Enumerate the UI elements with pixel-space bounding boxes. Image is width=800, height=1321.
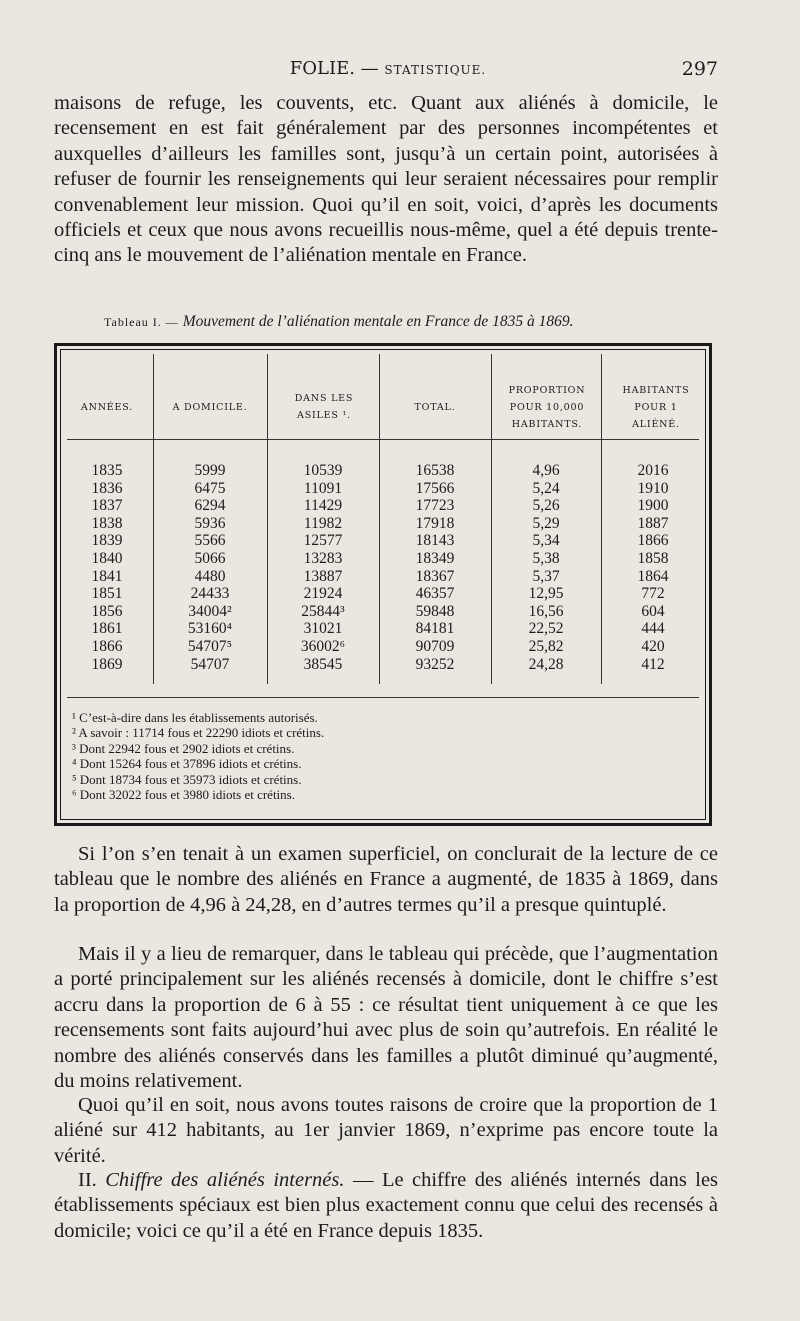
cell-asylums: 31021 — [303, 620, 343, 638]
intro-paragraph: maisons de refuge, les couvents, etc. Quant aux aliénés à domicile, le recensement en est fait généralement par des personnes incompétentes et auxquelles d’ailleurs les familles sont, jusqu’à un certain point, autorisées à refuser de fournir les renseignements qui leur seraient nécessaires pour remplir convenablement leur mission. Quoi qu’il en soit, voici, d’après les documents officiels et ceux que nous avons recueillis nous-même, quel a été depuis trente-cinq ans le mouvement de l’aliénation mentale en France. — [54, 92, 718, 267]
cell-asylums: 21924 — [303, 585, 343, 603]
cell-home: 53160⁴ — [187, 620, 233, 638]
footnote: ² A savoir : 11714 fous et 22290 idiots et crétins. — [72, 725, 325, 741]
cell-year: 1836 — [91, 479, 123, 497]
cell-inhabitants: 1864 — [637, 567, 669, 585]
cell-total: 18367 — [415, 567, 455, 585]
cell-proportion: 12,95 — [528, 585, 564, 603]
cell-year: 1841 — [91, 567, 123, 585]
running-header — [56, 58, 720, 82]
cell-year: 1840 — [91, 550, 123, 567]
col-header-years: ANNÉES. — [80, 401, 134, 413]
footnote-rule — [67, 697, 699, 698]
cell-home: 54707 — [190, 655, 230, 673]
cell-home: 5066 — [194, 550, 226, 567]
cell-inhabitants: 444 — [641, 620, 665, 638]
cell-home: 6475 — [194, 479, 226, 497]
cell-home: 34004² — [188, 602, 232, 620]
cell-inhabitants: 1858 — [637, 550, 669, 567]
section-paragraph — [54, 1168, 718, 1244]
cell-total: 18143 — [415, 532, 455, 550]
cell-total: 16538 — [415, 462, 455, 479]
section-text: — Le chiffre des aliénés internés dans les établissements spéciaux est bien plus exactement connu que celui des recensés à domicile; voici ce qu’il a été en France depuis 1835. — [54, 1169, 719, 1242]
cell-asylums: 11091 — [303, 479, 343, 497]
cell-home: 5999 — [194, 462, 226, 479]
header-title: FOLIE. — — [289, 58, 379, 79]
cell-year: 1851 — [91, 585, 123, 603]
caption-title: Mouvement de l’aliénation mentale en France de 1835 à 1869. — [182, 313, 574, 330]
cell-total: 18349 — [415, 550, 455, 567]
page-number: 297 — [681, 58, 718, 80]
cell-year: 1869 — [91, 655, 123, 673]
caption-label: Tableau I. — — [104, 315, 179, 329]
col-header-total: TOTAL. — [414, 401, 456, 413]
cell-proportion: 5,37 — [532, 567, 560, 585]
cell-inhabitants: 2016 — [637, 462, 669, 479]
body-paragraph: Quoi qu’il en soit, nous avons toutes raisons de croire que la proportion de 1 aliéné sur 412 habitants, au 1er janvier 1869, n’exprime pas encore toute la vérité. — [54, 1094, 718, 1167]
section-title: Chiffre des aliénés internés. — [105, 1169, 345, 1191]
cell-proportion: 22,52 — [528, 620, 564, 638]
cell-home: 54707⁵ — [187, 638, 233, 655]
table-caption — [104, 313, 704, 331]
cell-year: 1837 — [91, 497, 123, 515]
cell-total: 46357 — [415, 585, 455, 603]
cell-inhabitants: 1866 — [637, 532, 669, 550]
cell-proportion: 24,28 — [528, 655, 564, 673]
cell-asylums: 11982 — [303, 514, 343, 532]
cell-year: 1835 — [91, 462, 123, 479]
table-footnotes — [72, 710, 672, 802]
cell-year: 1856 — [91, 602, 123, 620]
cell-proportion: 16,56 — [528, 602, 564, 620]
cell-asylums: 38545 — [303, 655, 343, 673]
footnote: ⁶ Dont 32022 fous et 3980 idiots et crétins. — [72, 787, 295, 803]
cell-asylums: 36002⁶ — [300, 638, 346, 655]
footnote: ¹ C’est-à-dire dans les établissements autorisés. — [72, 710, 318, 725]
footnote: ⁴ Dont 15264 fous et 37896 idiots et crétins. — [72, 756, 302, 772]
footnote: ³ Dont 22942 fous et 2902 idiots et crétins. — [72, 740, 295, 756]
cell-total: 59848 — [415, 602, 455, 620]
cell-inhabitants: 420 — [641, 638, 665, 655]
cell-proportion: 25,82 — [528, 638, 564, 655]
cell-proportion: 5,26 — [532, 497, 560, 515]
cell-total: 17723 — [415, 497, 455, 515]
body-paragraph: Si l’on s’en tenait à un examen superficiel, on conclurait de la lecture de ce tableau que le nombre des aliénés en France a augmenté, de 1835 à 1869, dans la proportion de 4,96 à 24,28, en d’autres termes qu’il a presque quintuplé. — [54, 843, 718, 916]
cell-inhabitants: 1887 — [637, 514, 669, 532]
cell-year: 1866 — [91, 638, 123, 655]
cell-proportion: 4,96 — [532, 462, 560, 479]
cell-home: 4480 — [194, 567, 226, 585]
col-header-proportion: PROPORTION POUR 10,000 HABITANTS. — [508, 384, 586, 430]
cell-home: 5566 — [194, 532, 226, 550]
cell-proportion: 5,34 — [532, 532, 560, 550]
cell-home: 24433 — [190, 585, 230, 603]
col-header-asylums: DANS LES ASILES ¹. — [294, 393, 354, 421]
cell-asylums: 10539 — [303, 462, 343, 479]
cell-year: 1838 — [91, 514, 123, 532]
section-number: II. — [78, 1169, 97, 1191]
cell-proportion: 5,29 — [532, 514, 560, 532]
cell-total: 93252 — [415, 655, 455, 673]
cell-year: 1839 — [91, 532, 123, 550]
cell-asylums: 11429 — [303, 497, 343, 515]
cell-asylums: 12577 — [303, 532, 343, 550]
cell-proportion: 5,24 — [532, 479, 560, 497]
cell-asylums: 13283 — [303, 550, 343, 567]
cell-asylums: 25844³ — [301, 602, 345, 620]
cell-asylums: 13887 — [303, 567, 343, 585]
cell-home: 5936 — [194, 514, 226, 532]
cell-inhabitants: 772 — [641, 585, 665, 603]
cell-inhabitants: 412 — [641, 655, 665, 673]
footnote: ⁵ Dont 18734 fous et 35973 idiots et crétins. — [72, 771, 302, 787]
body-paragraph: Mais il y a lieu de remarquer, dans le tableau qui précède, que l’augmentation a porté principalement sur les aliénés recensés à domicile, dont le chiffre s’est accru dans la proportion de 6 à 55 : ce résultat tient uniquement à ce que les recensements sont faits aujourd’hui avec plus de soin qu’autrefois. En réalité le nombre des aliénés conservés dans les familles a plutôt diminué qu’augmenté, du moins relativement. — [54, 943, 718, 1093]
cell-home: 6294 — [194, 497, 226, 515]
header-subtitle: STATISTIQUE. — [384, 63, 487, 77]
cell-total: 17566 — [415, 479, 455, 497]
cell-total: 17918 — [415, 514, 455, 532]
col-header-inhabitants: HABITANTS POUR 1 ALIÉNÉ. — [622, 384, 690, 430]
cell-total: 90709 — [415, 638, 455, 655]
col-header-home: A DOMICILE. — [172, 401, 248, 413]
cell-inhabitants: 604 — [641, 602, 665, 620]
cell-year: 1861 — [91, 620, 123, 638]
cell-proportion: 5,38 — [532, 550, 560, 567]
cell-inhabitants: 1910 — [637, 479, 669, 497]
cell-inhabitants: 1900 — [637, 497, 669, 515]
cell-total: 84181 — [415, 620, 455, 638]
